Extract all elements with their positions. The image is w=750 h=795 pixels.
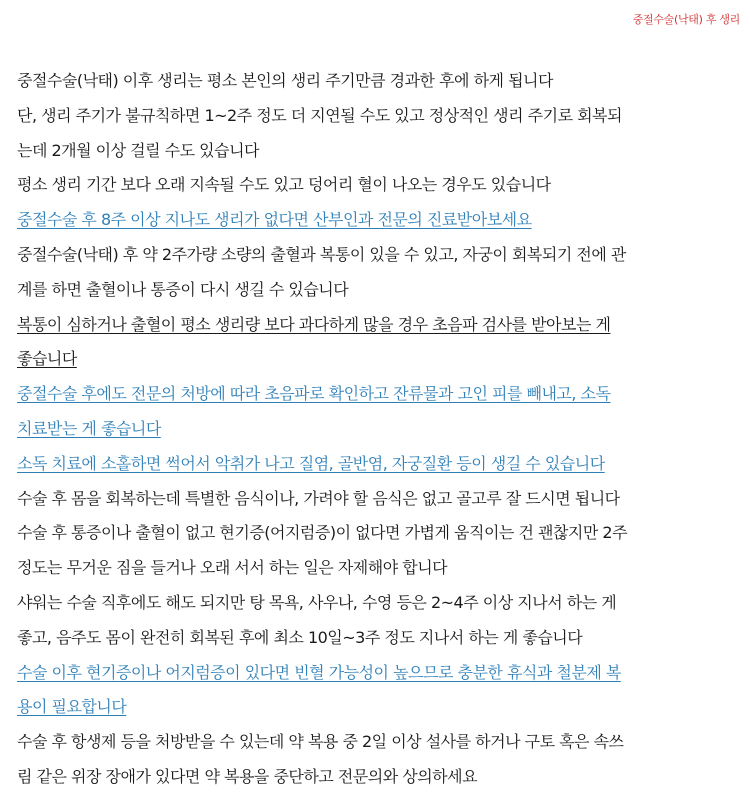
- topic-tag: 중절수술(낙태) 후 생리: [632, 13, 740, 26]
- highlight-line: [17, 447, 737, 482]
- text-line: 수술 후 몸을 회복하는데 특별한 음식이나, 가려야 할 음식은 없고 골고루 잘 드시면 됩니다: [17, 488, 620, 508]
- highlight-line: [17, 656, 737, 691]
- text-line: 계를 하면 출혈이나 통증이 다시 생길 수 있습니다: [17, 279, 349, 299]
- highlight-line: [17, 377, 737, 412]
- text-line: 림 같은 위장 장애가 있다면 약 복용을 중단하고 전문의와 상의하세요: [17, 766, 478, 786]
- highlight-text: 용이 필요합니다: [17, 697, 127, 717]
- warning-line: [17, 342, 737, 377]
- text-line: 샤워는 수술 직후에도 해도 되지만 탕 목욕, 사우나, 수영 등은 2~4주 이상 지나서 하는 게: [17, 592, 617, 612]
- highlight-text: 소독 치료에 소홀하면 썩어서 악취가 나고 질염, 골반염, 자궁질환 등이 생길 수 있습니다: [17, 453, 605, 473]
- highlight-line: [17, 690, 737, 725]
- text-line: 좋고, 음주도 몸이 완전히 회복된 후에 최소 10일~3주 정도 지나서 하는 게 좋습니다: [17, 627, 583, 647]
- warning-text: 복통이 심하거나 출혈이 평소 생리량 보다 과다하게 많을 경우 초음파 검사를 받아보는 게: [17, 314, 611, 334]
- text-line: 수술 후 항생제 등을 처방받을 수 있는데 약 복용 중 2일 이상 설사를 하거나 구토 혹은 속쓰: [17, 732, 624, 752]
- text-line: 중절수술(낙태) 후 약 2주가량 소량의 출혈과 복통이 있을 수 있고, 자궁이 회복되기 전에 관: [17, 244, 626, 264]
- text-line: 수술 후 통증이나 출혈이 없고 현기증(어지럼증)이 없다면 가볍게 움직이는 건 괜찮지만 2주: [17, 523, 628, 543]
- highlight-text: 수술 이후 현기증이나 어지럼증이 있다면 빈혈 가능성이 높으므로 충분한 휴식과 철분제 복: [17, 662, 621, 682]
- text-line: 중절수술(낙태) 이후 생리는 평소 본인의 생리 주기만큼 경과한 후에 하게 됩니다: [17, 71, 553, 90]
- highlight-text: 중절수술 후 8주 이상 지나도 생리가 없다면 산부인과 전문의 진료받아보세요: [17, 210, 532, 230]
- article-body: [17, 64, 737, 795]
- text-line: 는데 2개월 이상 걸릴 수도 있습니다: [17, 140, 259, 160]
- highlight-line: [17, 203, 737, 238]
- text-line: 정도는 무거운 짐을 들거나 오래 서서 하는 일은 자제해야 합니다: [17, 558, 448, 578]
- text-line: 평소 생리 기간 보다 오래 지속될 수도 있고 덩어리 혈이 나오는 경우도 있습니다: [17, 175, 551, 195]
- text-line: 단, 생리 주기가 불규칙하면 1~2주 정도 더 지연될 수도 있고 정상적인 생리 주기로 회복되: [17, 105, 622, 125]
- warning-line: [17, 308, 737, 343]
- highlight-text: 치료받는 게 좋습니다: [17, 418, 161, 438]
- highlight-line: [17, 412, 737, 447]
- highlight-text: 중절수술 후에도 전문의 처방에 따라 초음파로 확인하고 잔류물과 고인 피를 빼내고, 소독: [17, 384, 611, 404]
- warning-text: 좋습니다: [17, 349, 77, 369]
